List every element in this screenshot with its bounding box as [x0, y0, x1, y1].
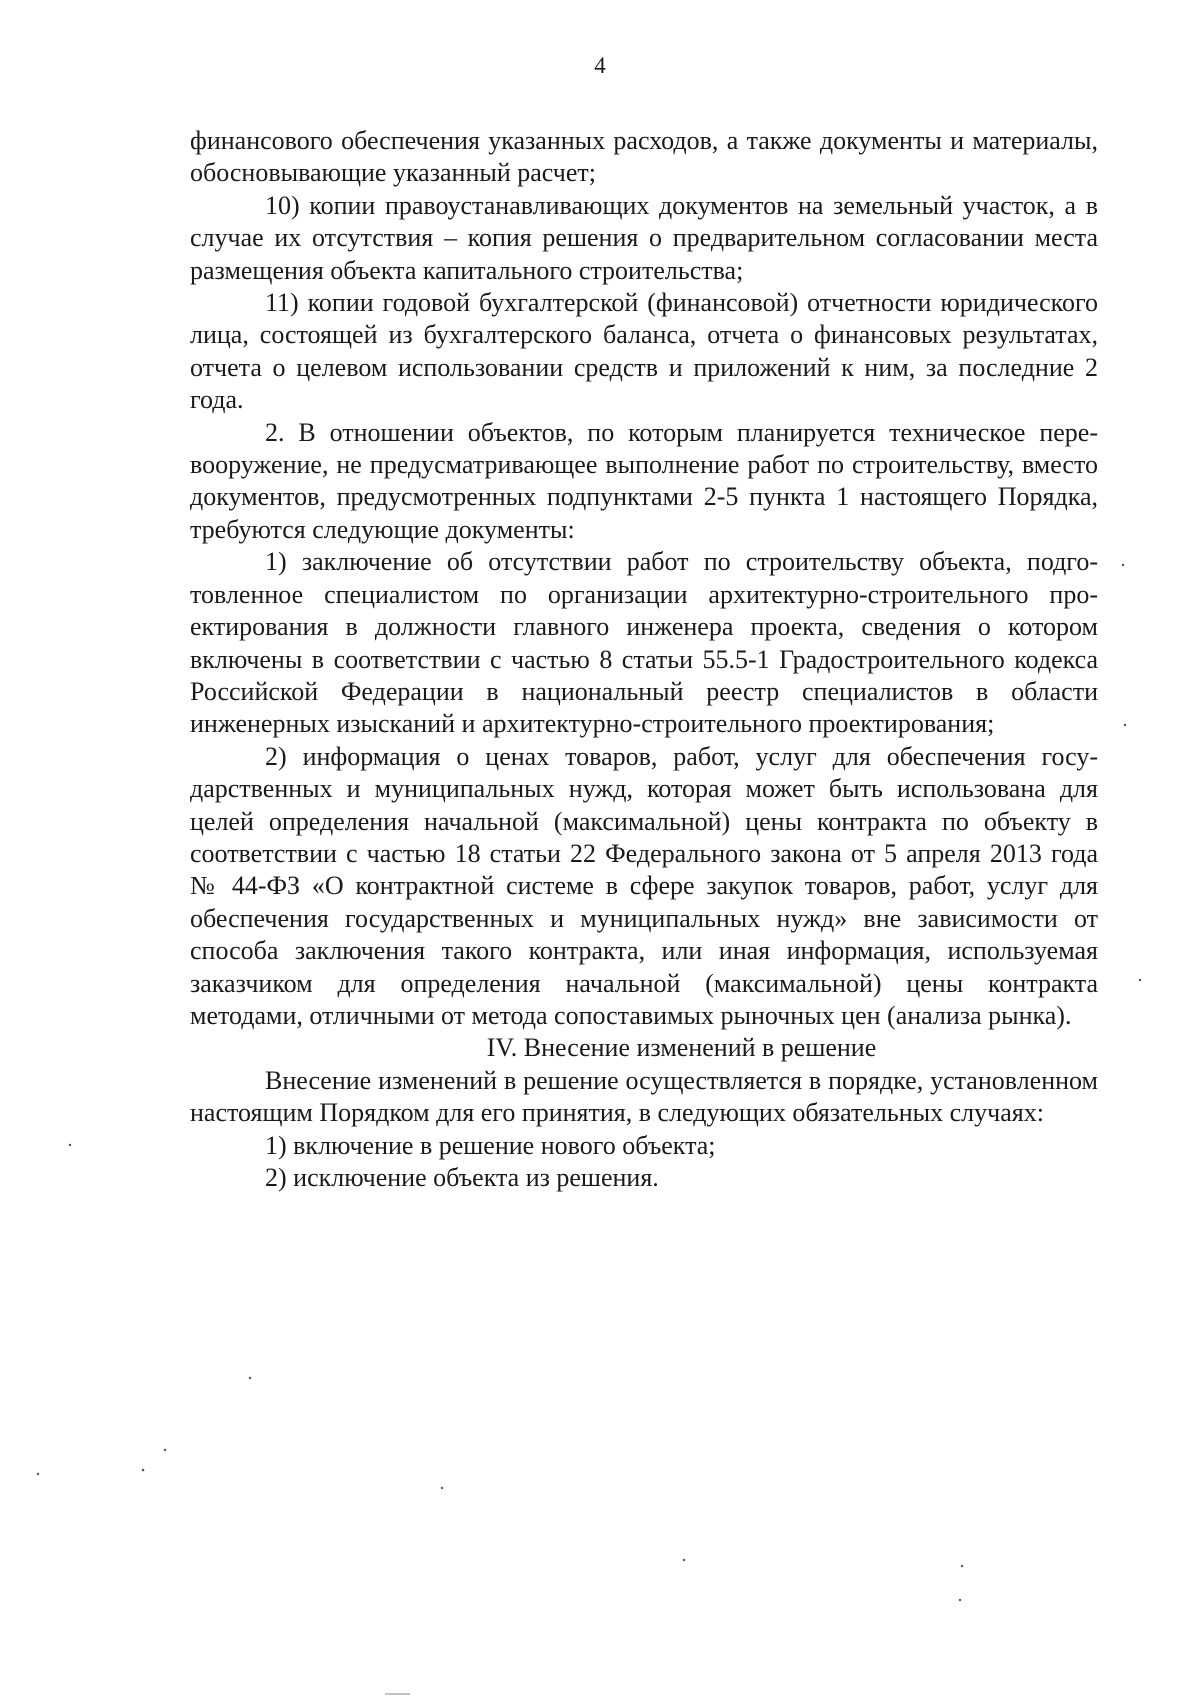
paragraph-subitem-1-conclusion: 1) заключение об отсутствии работ по строительству объекта, подготовленное специалистом по организации архитектурно-строительного проектирования в должности главного инженера проекта, сведения о котором включены в соответствии с частью 8 статьи 55.5-1 Градостроительного кодекса Российской Федерации в национальный реестр специалистов в области инженерных изысканий и архитектурно-строительного проектирования;: [190, 547, 1098, 739]
section-heading: IV. Внесение изменений в решение: [486, 1033, 877, 1063]
paragraph-clause-2-reequipment: 2. В отношении объектов, по которым планируется техническое перевооружение, не предусматривающее выполнение работ по строительству, вместо документов, предусмотренных подпунктами 2-5 пункта 1 настоящего Порядка, требуются следующие документы:: [190, 417, 1098, 544]
paragraph-financing-continuation: финансового обеспечения указанных расходов, а также документы и материалы, обосновывающие указанный расчет;: [190, 126, 1098, 188]
paragraph-amendment-procedure: Внесение изменений в решение осуществляется в порядке, установленном настоящим Порядком для его принятия, в следующих обязательных случаях:: [190, 1065, 1098, 1128]
paragraph-item-10-land-documents: 10) копии правоустанавливающих документов на земельный участок, а в случае их отсутствия – копия решения о предварительном согласовании места размещения объекта капитального строительства;: [190, 190, 1098, 285]
paragraph-amendment-case-1: 1) включение в решение нового объекта;: [265, 1130, 716, 1160]
page-number: 4: [594, 53, 606, 78]
paragraph-item-11-financial-statements: 11) копии годовой бухгалтерской (финансовой) отчетности юридического лица, состоящей из бухгалтерского баланса, отчета о финансовых результатах, отчета о целевом использовании средств и приложений к ним, за последние 2 года.: [190, 288, 1098, 415]
paragraph-subitem-2-price-information: 2) информация о ценах товаров, работ, услуг для обеспечения государственных и муниципальных нужд, которая может быть использована для целей определения начальной (максимальной) цены контракта по объекту в соответствии с частью 18 статьи 22 Федерального закона от 5 апреля 2013 года № 44-ФЗ «О контрактной системе в сфере закупок товаров, работ, услуг для обеспечения государственных и муниципальных нужд» вне зависимости от способа заключения такого контракта, или иная информация, используемая заказчиком для определения начальной (максимальной) цены контракта методами, отличными от метода сопоставимых рыночных цен (анализа рынка).: [190, 741, 1098, 1030]
paragraph-amendment-case-2: 2) исключение объекта из решения.: [265, 1163, 659, 1192]
